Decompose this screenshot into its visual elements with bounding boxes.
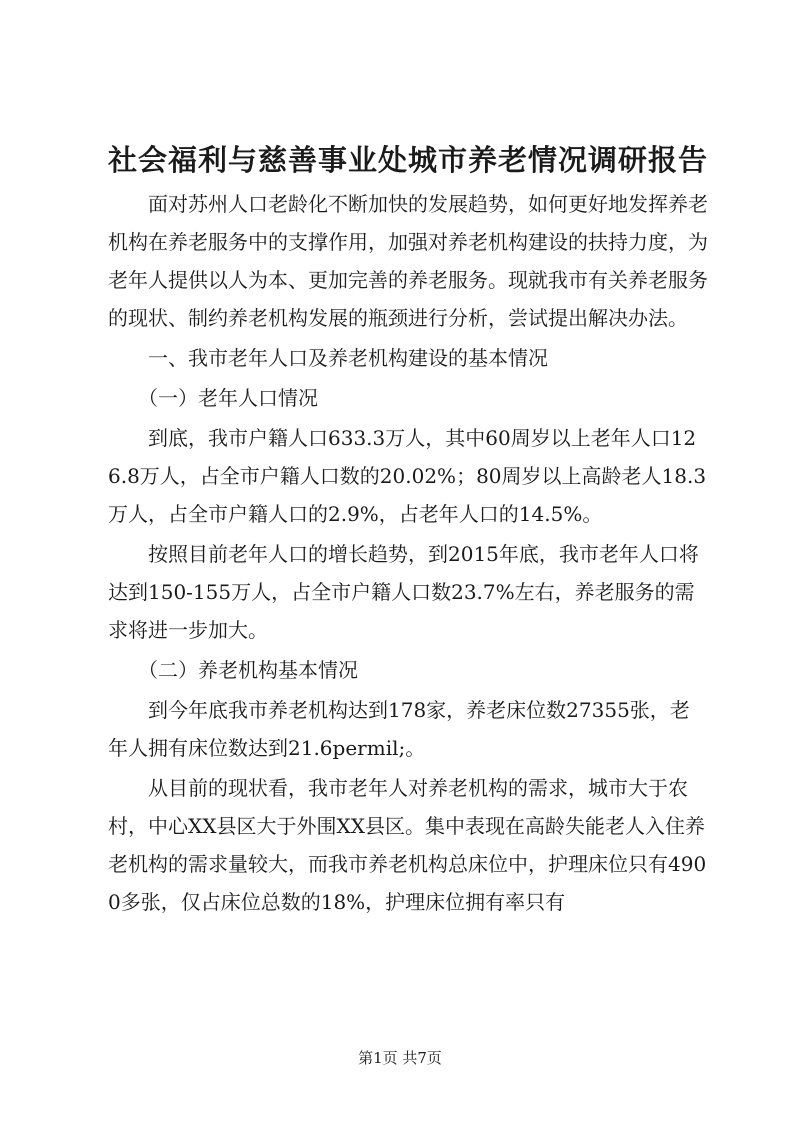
paragraph-demand: 从目前的现状看，我市老年人对养老机构的需求，城市大于农村，中心XX县区大于外围XX县区。集中表现在高龄失能老人入住养老机构的需求量较大，而我市养老机构总床位中，护理床位只有4900多张，仅占床位总数的18%，护理床位拥有率只有: [108, 776, 707, 914]
document-body: [108, 185, 708, 923]
page-footer: 第1页 共7页: [358, 1049, 442, 1067]
subsection-heading-2: （二）养老机构基本情况: [138, 658, 358, 682]
section-heading-1: 一、我市老年人口及养老机构建设的基本情况: [148, 346, 548, 370]
paragraph-population-trend: 按照目前老年人口的增长趋势，到2015年底，我市老年人口将达到150-155万人，占全市户籍人口数23.7%左右，养老服务的需求将进一步加大。: [108, 542, 699, 642]
document-title: 社会福利与慈善事业处城市养老情况调研报告: [108, 143, 709, 177]
paragraph-population: 到底，我市户籍人口633.3万人，其中60周岁以上老年人口126.8万人，占全市户籍人口数的20.02%；80周岁以上高龄老人18.3万人，占全市户籍人口的2.9%，占老年人口的14.5%。: [108, 426, 707, 526]
paragraph-institutions: 到今年底我市养老机构达到178家，养老床位数27355张，老年人拥有床位数达到21.6permil;。: [108, 698, 690, 760]
subsection-heading-1: （一）老年人口情况: [138, 386, 318, 410]
paragraph-intro: 面对苏州人口老龄化不断加快的发展趋势，如何更好地发挥养老机构在养老服务中的支撑作用，加强对养老机构建设的扶持力度，为老年人提供以人为本、更加完善的养老服务。现就我市有关养老服务的现状、制约养老机构发展的瓶颈进行分析，尝试提出解决办法。: [108, 192, 708, 330]
